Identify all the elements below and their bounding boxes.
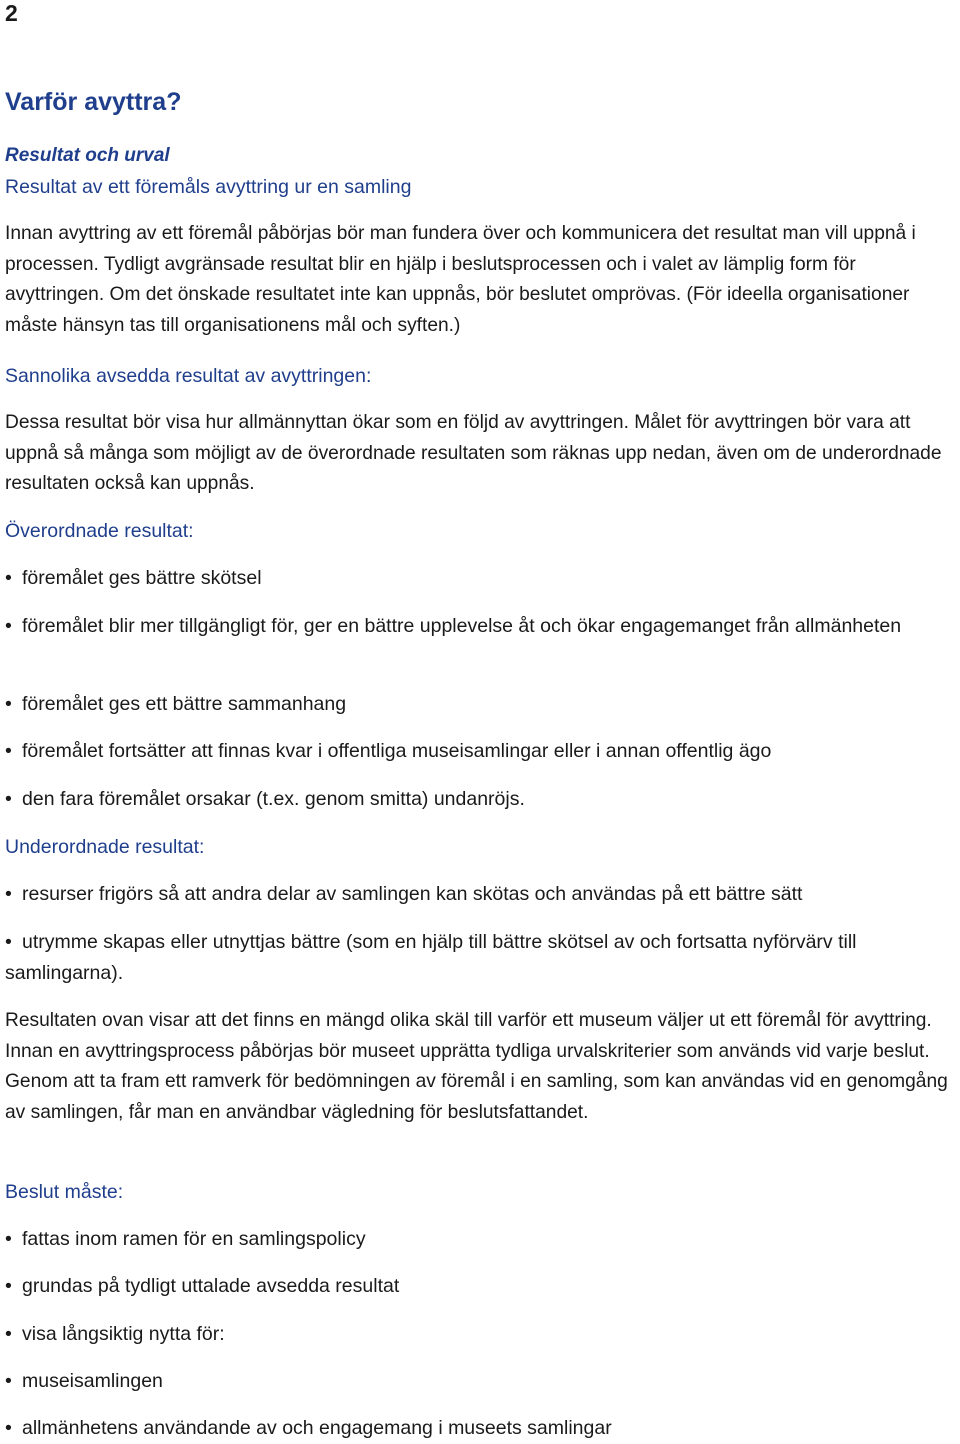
list-item-text: museisamlingen — [22, 1370, 163, 1392]
bullet-icon: • — [5, 1275, 12, 1297]
bullet-icon: • — [5, 567, 12, 589]
list-item — [5, 1224, 957, 1255]
intro-paragraph: Innan avyttring av ett föremål påbörjas bör man fundera över och kommunicera det resultat man vill uppnå i processen. Tydligt avgränsade resultat blir en hjälp i beslutsprocessen och i valet av lämplig form för avyttringen. Om det önskade resultatet inte kan uppnås, bör beslutet omprövas. (För ideella organisationer måste hänsyn tas till organisationens mål och syften.) — [5, 223, 916, 337]
subsection-heading: Resultat och urval — [5, 145, 170, 166]
bullet-icon: • — [5, 740, 12, 762]
list-item — [5, 879, 957, 910]
list-item-text: resurser frigörs så att andra delar av samlingen kan skötas och användas på ett bättre sätt — [22, 883, 803, 905]
bullet-icon: • — [5, 1228, 12, 1250]
list-item-text: föremålet blir mer tillgängligt för, ger en bättre upplevelse åt och ökar engagemanget från allmänheten — [22, 615, 902, 637]
bullet-icon: • — [5, 883, 12, 905]
probable-results-label: Sannolika avsedda resultat av avyttringen: — [5, 365, 372, 387]
bullet-icon: • — [5, 1370, 12, 1392]
subsection-subtitle: Resultat av ett föremåls avyttring ur en samling — [5, 176, 412, 198]
list-item — [5, 689, 957, 720]
list-item — [5, 736, 957, 767]
list-item — [5, 1319, 957, 1350]
list-item — [5, 563, 957, 594]
list-item-text: föremålet fortsätter att finnas kvar i offentliga museisamlingar eller i annan offentlig ägo — [22, 740, 772, 762]
bullet-icon: • — [5, 693, 12, 715]
list-item-text: visa långsiktig nytta för: — [22, 1323, 225, 1345]
list-item — [5, 927, 957, 989]
section-heading: Varför avyttra? — [5, 88, 182, 116]
list-item-text: föremålet ges bättre skötsel — [22, 567, 262, 589]
bullet-icon: • — [5, 1417, 12, 1439]
secondary-results-label: Underordnade resultat: — [5, 836, 205, 858]
list-item — [5, 1271, 957, 1302]
page-number: 2 — [5, 0, 18, 26]
list-item-text: föremålet ges ett bättre sammanhang — [22, 693, 347, 715]
list-item-text: allmänhetens användande av och engagemang i museets samlingar — [22, 1417, 612, 1439]
list-item-text: grundas på tydligt uttalade avsedda resultat — [22, 1275, 400, 1297]
list-item-text: den fara föremålet orsakar (t.ex. genom smitta) undanröjs. — [22, 788, 525, 810]
list-item — [5, 1413, 957, 1444]
bullet-icon: • — [5, 615, 12, 637]
list-item-text: fattas inom ramen för en samlingspolicy — [22, 1228, 366, 1250]
summary-paragraph: Resultaten ovan visar att det finns en mängd olika skäl till varför ett museum väljer ut ett föremål för avyttring. Innan en avyttringsprocess påbörjas bör museet upprätta tydliga urvalskriterier som används vid varje beslut. Genom att ta fram ett ramverk för bedömningen av föremål i en samling, som kan användas vid en genomgång av samlingen, får man en användbar vägledning för beslutsfattandet. — [5, 1010, 948, 1124]
bullet-icon: • — [5, 931, 12, 953]
list-item — [5, 611, 957, 642]
list-item — [5, 1366, 957, 1397]
list-item — [5, 784, 957, 815]
bullet-icon: • — [5, 788, 12, 810]
list-item-text: utrymme skapas eller utnyttjas bättre (som en hjälp till bättre skötsel av och fortsatta nyförvärv till samlingarna). — [5, 931, 857, 984]
bullet-icon: • — [5, 1323, 12, 1345]
results-paragraph: Dessa resultat bör visa hur allmännyttan ökar som en följd av avyttringen. Målet för avyttringen bör vara att uppnå så många som möjligt av de överordnade resultaten som räknas upp nedan, även om de underordnade resultaten också kan uppnås. — [5, 412, 942, 495]
decision-label: Beslut måste: — [5, 1181, 124, 1203]
primary-results-label: Överordnade resultat: — [5, 520, 194, 542]
